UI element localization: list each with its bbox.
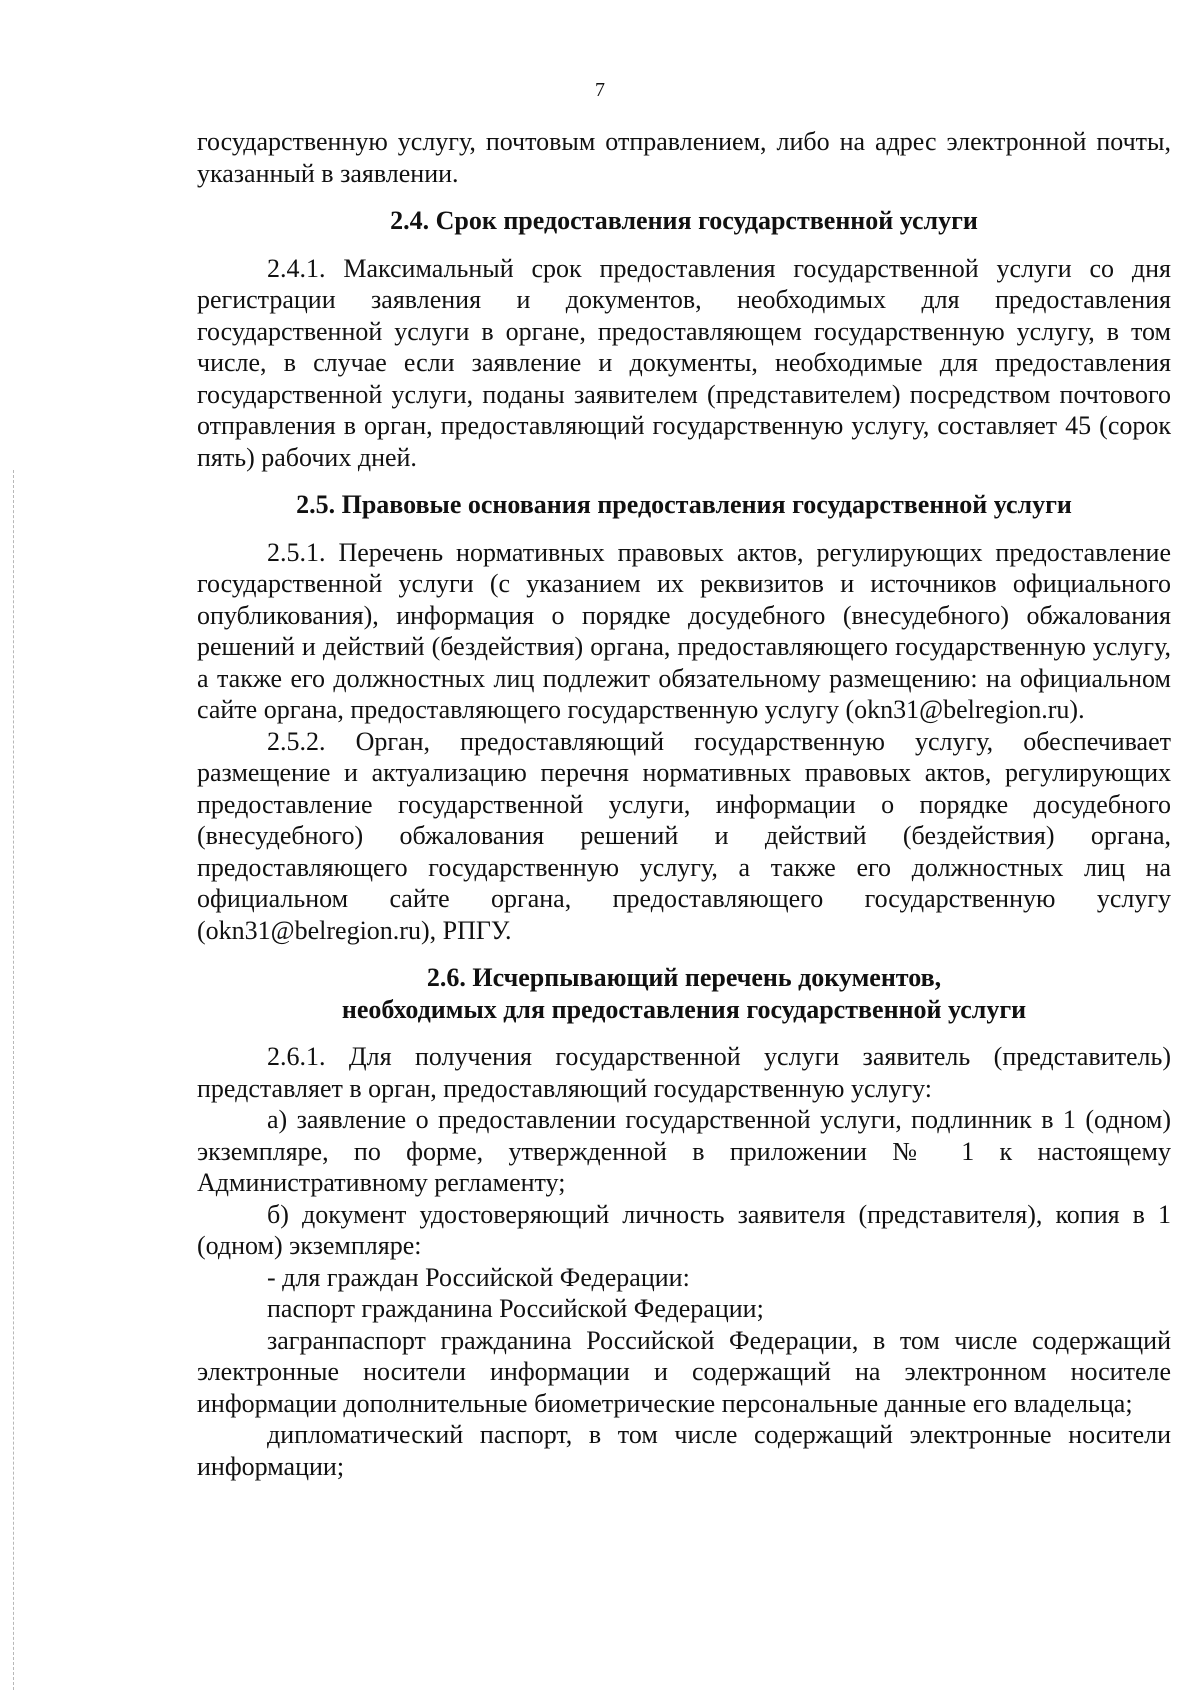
section-heading-2-6 xyxy=(197,962,1171,1025)
scan-binding-edge xyxy=(13,470,14,1690)
item-b-identity-document: б) документ удостоверяющий личность заявителя (представителя), копия в 1 (одном) экземпляре: xyxy=(197,1199,1171,1260)
section-heading-2-4: 2.4. Срок предоставления государственной услуги xyxy=(390,206,978,235)
page-number: 7 xyxy=(595,79,605,101)
paragraph-2-5-1: 2.5.1. Перечень нормативных правовых актов, регулирующих предоставление государственной услуги (с указанием их реквизитов и источников официального опубликования), информация о порядке досудебного (внесудебного) обжалования решений и действий (бездействия) органа, предоставляющего государственную услугу, а также его должностных лиц подлежит обязательному размещению: на официальном сайте органа, предоставляющего государственную услугу (okn31@belregion.ru). xyxy=(197,537,1171,724)
paragraph-2-4-1: 2.4.1. Максимальный срок предоставления государственной услуги со дня регистрации заявления и документов, необходимых для предоставления государственной услуги в органе, предоставляющем государственную услугу, в том числе, в случае если заявление и документы, необходимые для предоставления государственной услуги, поданы заявителем (представителем) посредством почтового отправления в орган, предоставляющий государственную услугу, составляет 45 (сорок пять) рабочих дней. xyxy=(197,253,1171,472)
section-heading-2-6-line-2: необходимых для предоставления государственной услуги xyxy=(341,994,1027,1024)
continuation-paragraph: государственную услугу, почтовым отправлением, либо на адрес электронной почты, указанный в заявлении. xyxy=(197,127,1171,188)
document-body xyxy=(197,126,1171,1482)
section-heading-2-6-line-1: 2.6. Исчерпывающий перечень документов, xyxy=(426,963,942,992)
list-item-diplomatic-passport: дипломатический паспорт, в том числе содержащий электронные носители информации; xyxy=(197,1420,1171,1481)
paragraph-2-5-2: 2.5.2. Орган, предоставляющий государственную услугу, обеспечивает размещение и актуализацию перечня нормативных правовых актов, регулирующих предоставление государственной услуги, информации о порядке досудебного (внесудебного) обжалования решений и действий (бездействия) органа, предоставляющего государственную услугу, а также его должностных лиц на официальном сайте органа, предоставляющего государственную услугу (okn31@belregion.ru), РПГУ. xyxy=(197,726,1171,945)
paragraph-2-6-1: 2.6.1. Для получения государственной услуги заявитель (представитель) представляет в орган, предоставляющий государственную услугу: xyxy=(197,1042,1171,1103)
section-heading-2-5: 2.5. Правовые основания предоставления государственной услуги xyxy=(296,490,1072,519)
list-item-passport: паспорт гражданина Российской Федерации; xyxy=(267,1294,764,1323)
list-item-foreign-passport: загранпаспорт гражданина Российской Федерации, в том числе содержащий электронные носители информации и содержащий на электронном носителе информации дополнительные биометрические персональные данные его владельца; xyxy=(197,1325,1171,1418)
item-a-application: а) заявление о предоставлении государственной услуги, подлинник в 1 (одном) экземпляре, по форме, утвержденной в приложении № 1 к настоящему Административному регламенту; xyxy=(197,1105,1171,1197)
list-item-citizens: - для граждан Российской Федерации: xyxy=(267,1262,690,1292)
